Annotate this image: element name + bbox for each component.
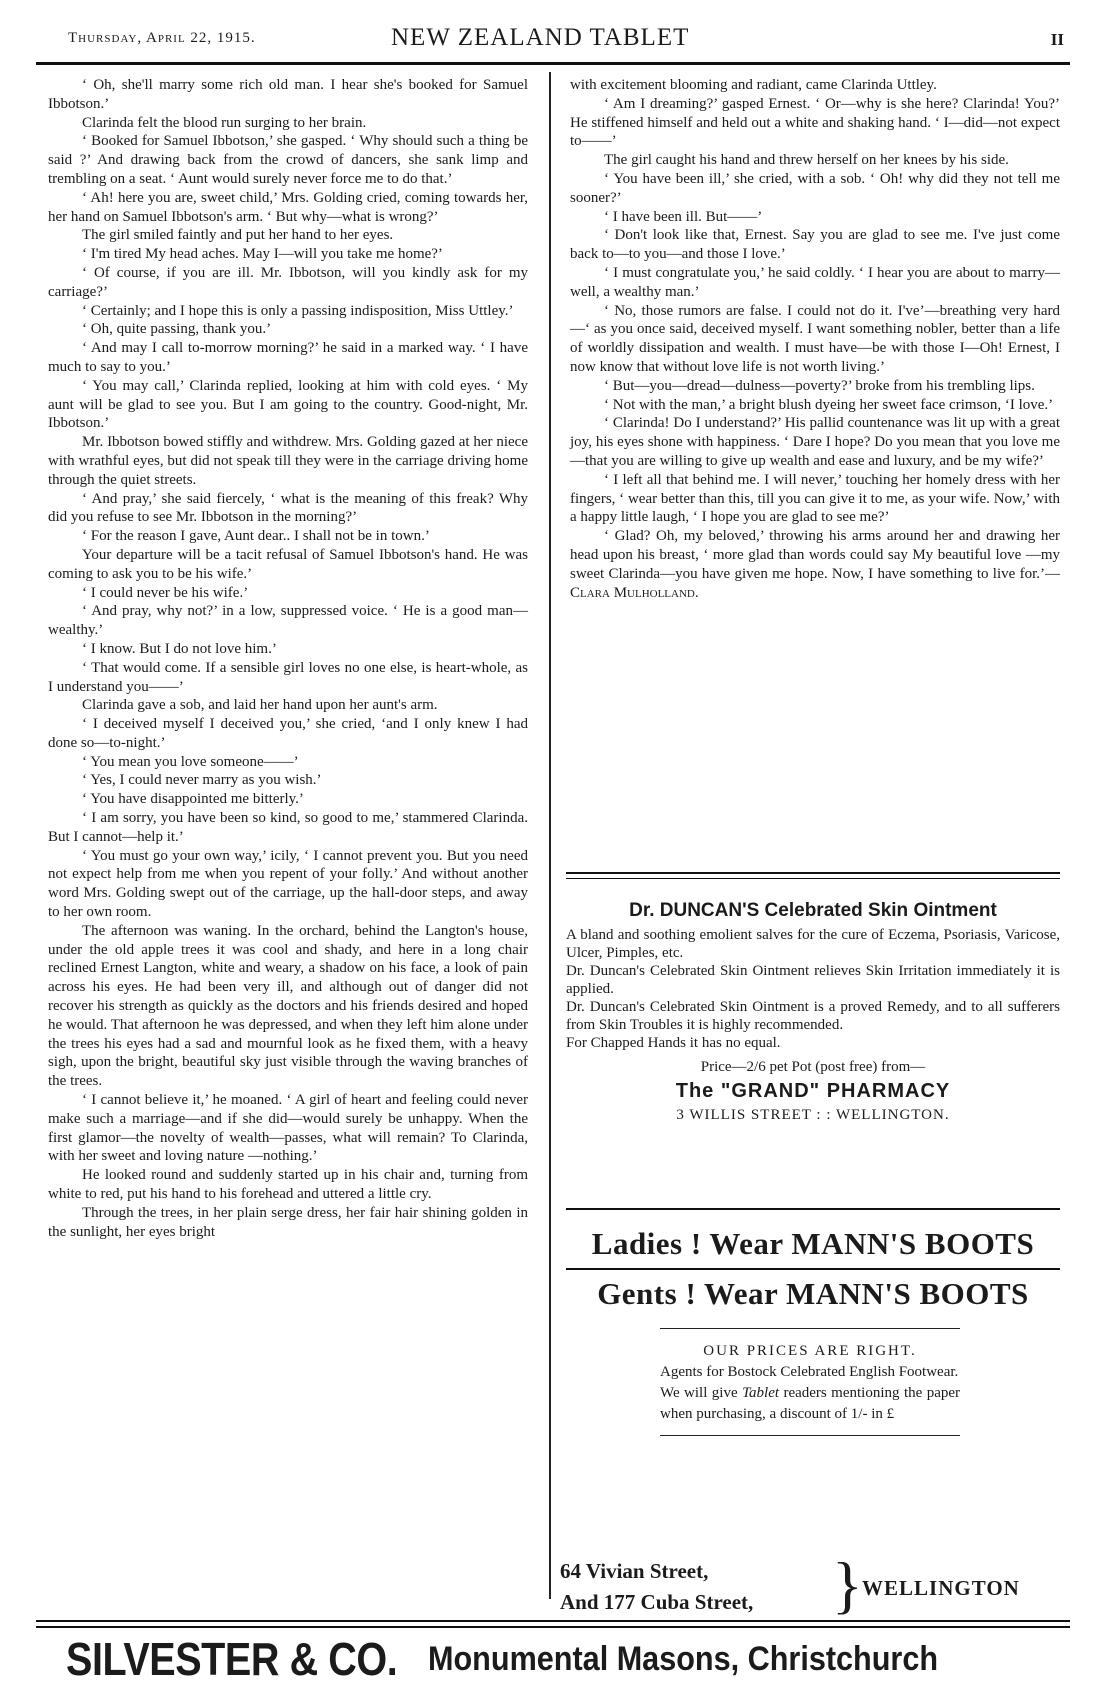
- paragraph: ‘ Oh, she'll marry some rich old man. I hear she's booked for Samuel Ibbotson.’: [48, 77, 528, 112]
- paragraph: Mr. Ibbotson bowed stiffly and withdrew. Mrs. Golding gazed at her niece with wrathful eyes, but did not speak till they were in the carriage driving home through the quiet streets.: [48, 434, 528, 488]
- mann-city: WELLINGTON: [862, 1576, 1020, 1600]
- discount-text: readers mentioning the paper when purchasing, a discount of 1/- in £: [660, 1385, 961, 1422]
- paragraph: ‘ No, those rumors are false. I could not do it. I've’—breathing very hard—‘ as you once said, deceived myself. I want something nobler, better than a life of worldly dissipation and wealth. I must have—be with those I—Oh! Ernest, I now know that without love life is not worth living.’: [570, 302, 1060, 375]
- paragraph: ‘ Am I dreaming?’ gasped Ernest. ‘ Or—why is she here? Clarinda! You?’ He stiffened himself and held out a white and shaking hand. ‘ I—did—not expect to——’: [570, 95, 1060, 150]
- silvester-footer-ad: [48, 1636, 1088, 1687]
- paragraph: Clarinda felt the blood run surging to her brain.: [82, 114, 367, 131]
- ad-address: 3 WILLIS STREET : : WELLINGTON.: [676, 1107, 950, 1123]
- masthead: NEW ZEALAND TABLET: [391, 24, 690, 51]
- story-right-column: [570, 76, 1060, 602]
- footer-rule: [36, 1620, 1070, 1628]
- paragraph: The girl smiled faintly and put her hand to her eyes.: [82, 227, 394, 244]
- paragraph: ‘ I am sorry, you have been so kind, so good to me,’ stammered Clarinda. But I cannot—help it.’: [48, 810, 528, 845]
- header-rule: [36, 62, 1070, 65]
- ad-separator-rule: [566, 1208, 1060, 1210]
- paragraph: Clarinda gave a sob, and laid her hand upon her aunt's arm.: [82, 697, 438, 714]
- ad-line: Dr. Duncan's Celebrated Skin Ointment is a proved Remedy, and to all sufferers from Skin Troubles it is highly recommended.: [566, 999, 1060, 1033]
- column-divider: [549, 72, 551, 1599]
- paragraph: ‘ I have been ill. But——’: [604, 208, 763, 225]
- paragraph: He looked round and suddenly started up in his chair and, turning from white to red, put his hand to his forehead and uttered a little cry.: [48, 1167, 528, 1203]
- paragraph: ‘ I deceived myself I deceived you,’ she cried, ‘and I only knew I had done so—to-night.’: [48, 716, 528, 751]
- footer-firm-name: SILVESTER & CO.: [66, 1636, 398, 1685]
- paragraph: ‘ I could never be his wife.’: [82, 584, 249, 601]
- paragraph: The afternoon was waning. In the orchard, behind the Langton's house, under the old apple trees it was cool and shady, and here in a long chair reclined Ernest Langton, white and weary, a shadow on his face, a look of pain across his eyes. He had been very ill, and although out of danger did not recover his strength as quickly as the doctors and his friends desired and hoped he would. That afternoon he was depressed, and when they left him alone under the trees his eyes had a sad and mournful look as he fixed them, with a heavy sigh, upon the bright, beautiful sky just visible through the waving branches of the trees.: [48, 922, 528, 1090]
- paragraph: ‘ Certainly; and I hope this is only a passing indisposition, Miss Uttley.’: [82, 302, 514, 319]
- paragraph: ‘ You have disappointed me bitterly.’: [82, 791, 304, 808]
- paragraph: ‘ Clarinda! Do I understand?’ His pallid countenance was lit up with a great joy, his eyes shone with happiness. ‘ Dare I hope? Do you mean that you love me—that you are willing to give up wealth and ease and luxury, and be my wife?’: [570, 415, 1060, 469]
- mann-boots-gents-headline: Gents ! Wear MANN'S BOOTS: [597, 1276, 1029, 1311]
- mann-address: [560, 1549, 1060, 1626]
- paragraph: ‘ I must congratulate you,’ he said coldly. ‘ I hear you are about to marry—well, a wealthy man.’: [570, 264, 1060, 300]
- paragraph: ‘ You have been ill,’ she cried, with a sob. ‘ Oh! why did they not tell me sooner?’: [570, 170, 1060, 206]
- paragraph: ‘ Yes, I could never marry as you wish.’: [82, 772, 322, 789]
- issue-date: Thursday, April 22, 1915.: [68, 30, 256, 46]
- paragraph: The girl caught his hand and threw herself on her knees by his side.: [604, 152, 1009, 169]
- paragraph: ‘ That would come. If a sensible girl loves no one else, is heart-whole, as I understand you——’: [48, 659, 528, 695]
- paragraph: with excitement blooming and radiant, came Clarinda Uttley.: [570, 77, 937, 93]
- paragraph: ‘ Oh, quite passing, thank you.’: [82, 321, 272, 338]
- prices-heading: OUR PRICES ARE RIGHT.: [703, 1343, 917, 1359]
- paragraph: Your departure will be a tacit refusal of Samuel Ibbotson's hand. He was coming to ask you to be his wife.’: [48, 546, 528, 582]
- paragraph: Through the trees, in her plain serge dress, her fair hair shining golden in the sunlight, her eyes bright: [48, 1204, 528, 1240]
- page-number: II: [1050, 30, 1064, 49]
- paragraph: ‘ Ah! here you are, sweet child,’ Mrs. Golding cried, coming towards her, her hand on Samuel Ibbotson's arm. ‘ But why—what is wrong?’: [48, 189, 528, 225]
- street-line: And 177 Cuba Street,: [560, 1590, 754, 1614]
- paragraph: ‘ I'm tired My head aches. May I—will you take me home?’: [82, 246, 443, 263]
- footer-firm-description: Monumental Masons, Christchurch: [428, 1640, 939, 1678]
- brace-glyph: }: [832, 1549, 863, 1620]
- paragraph: ‘ And may I call to-morrow morning?’ he said in a marked way. ‘ I have much to say to you.’: [48, 340, 528, 375]
- paragraph: ‘ Of course, if you are ill. Mr. Ibbotson, will you kindly ask for my carriage?’: [48, 264, 528, 300]
- story-left-column: [48, 76, 528, 1241]
- paragraph: [570, 527, 1060, 602]
- paragraph: ‘ I cannot believe it,’ he moaned. ‘ A girl of heart and feeling could never make such a marriage—and if she did—would surely be unhappy. When the first glamor—the novelty of wealth—passes, what will remain? To Clarinda, with her sweet and loving nature —nothing.’: [48, 1092, 528, 1165]
- paragraph: ‘ And pray,’ she said fiercely, ‘ what is the meaning of this freak? Why did you refuse to see Mr. Ibbotson in the morning?’: [48, 490, 528, 526]
- street-line: 64 Vivian Street,: [560, 1559, 709, 1583]
- mann-prices-box: [660, 1328, 960, 1436]
- ad-line: A bland and soothing emolient salves for the cure of Eczema, Psoriasis, Varicose, Ulcer, Pimples, etc.: [566, 927, 1060, 961]
- paragraph: ‘ Booked for Samuel Ibbotson,’ she gasped. ‘ Why should such a thing be said ?’ And drawing back from the crowd of dancers, she sank limp and trembling on a seat. ‘ Aunt would surely never force me to do that.’: [48, 133, 528, 187]
- paragraph: ‘ I know. But I do not love him.’: [82, 640, 277, 657]
- paragraph: ‘ Not with the man,’ a bright blush dyeing her sweet face crimson, ‘I love.’: [604, 396, 1054, 413]
- ad-line: Dr. Duncan's Celebrated Skin Ointment relieves Skin Irritation immediately it is applied.: [566, 963, 1060, 997]
- paragraph: ‘ But—you—dread—dulness—poverty?’ broke from his trembling lips.: [604, 377, 1035, 394]
- ad-line: For Chapped Hands it has no equal.: [566, 1035, 781, 1051]
- ad-title: Dr. DUNCAN'S Celebrated Skin Ointment: [629, 900, 997, 921]
- duncan-ointment-ad: [566, 902, 1060, 1124]
- prices-agents: Agents for Bostock Celebrated English Footwear.: [660, 1364, 959, 1380]
- paragraph: ‘ You mean you love someone——’: [82, 753, 299, 770]
- ad-price: Price—2/6 pet Pot (post free) from—: [700, 1059, 926, 1075]
- paragraph: ‘ You must go your own way,’ icily, ‘ I cannot prevent you. But you need not expect help from me when you repent of your folly.’ And without another word Mrs. Golding swept out of the carriage, up the hall-door steps, and away to her own room.: [48, 847, 528, 921]
- ad-pharmacy-name: The "GRAND" PHARMACY: [675, 1080, 951, 1102]
- paragraph-text: ‘ Glad? Oh, my beloved,’ throwing his arms around her and drawing her head upon his breast, ‘ more glad than words could say My beautiful love —my sweet Clarinda—you have given me hope. Now, I have something to live for.’: [570, 528, 1060, 582]
- page-header: [36, 24, 1076, 50]
- story-author: —Clara Mulholland.: [570, 565, 1060, 601]
- paragraph: ‘ Don't look like that, Ernest. Say you are glad to see me. I've just come back to—to you—and those I love.’: [570, 227, 1060, 263]
- paragraph: ‘ You may call,’ Clarinda replied, looking at him with cold eyes. ‘ My aunt will be glad to see you. But I am going to the country. Good-night, Mr. Ibbotson.’: [48, 377, 528, 432]
- prices-discount: [660, 1383, 960, 1425]
- paragraph: ‘ I left all that behind me. I will never,’ touching her homely dress with her fingers, ‘ wear better than this, till you can give it to me, as your wife. Now,’ with a happy little laugh, ‘ I hope you are glad to see me?’: [570, 471, 1060, 526]
- discount-text: We will give: [660, 1385, 743, 1401]
- ad-separator-rule: [566, 872, 1060, 879]
- paragraph: ‘ And pray, why not?’ in a low, suppressed voice. ‘ He is a good man—wealthy.’: [48, 603, 528, 639]
- discount-tablet: Tablet: [742, 1385, 780, 1401]
- mann-streets: [560, 1556, 753, 1618]
- paragraph: ‘ For the reason I gave, Aunt dear.. I shall not be in town.’: [82, 528, 430, 545]
- mann-boots-ladies-headline: Ladies ! Wear MANN'S BOOTS: [591, 1226, 1035, 1261]
- ad-separator-rule: [566, 1268, 1060, 1270]
